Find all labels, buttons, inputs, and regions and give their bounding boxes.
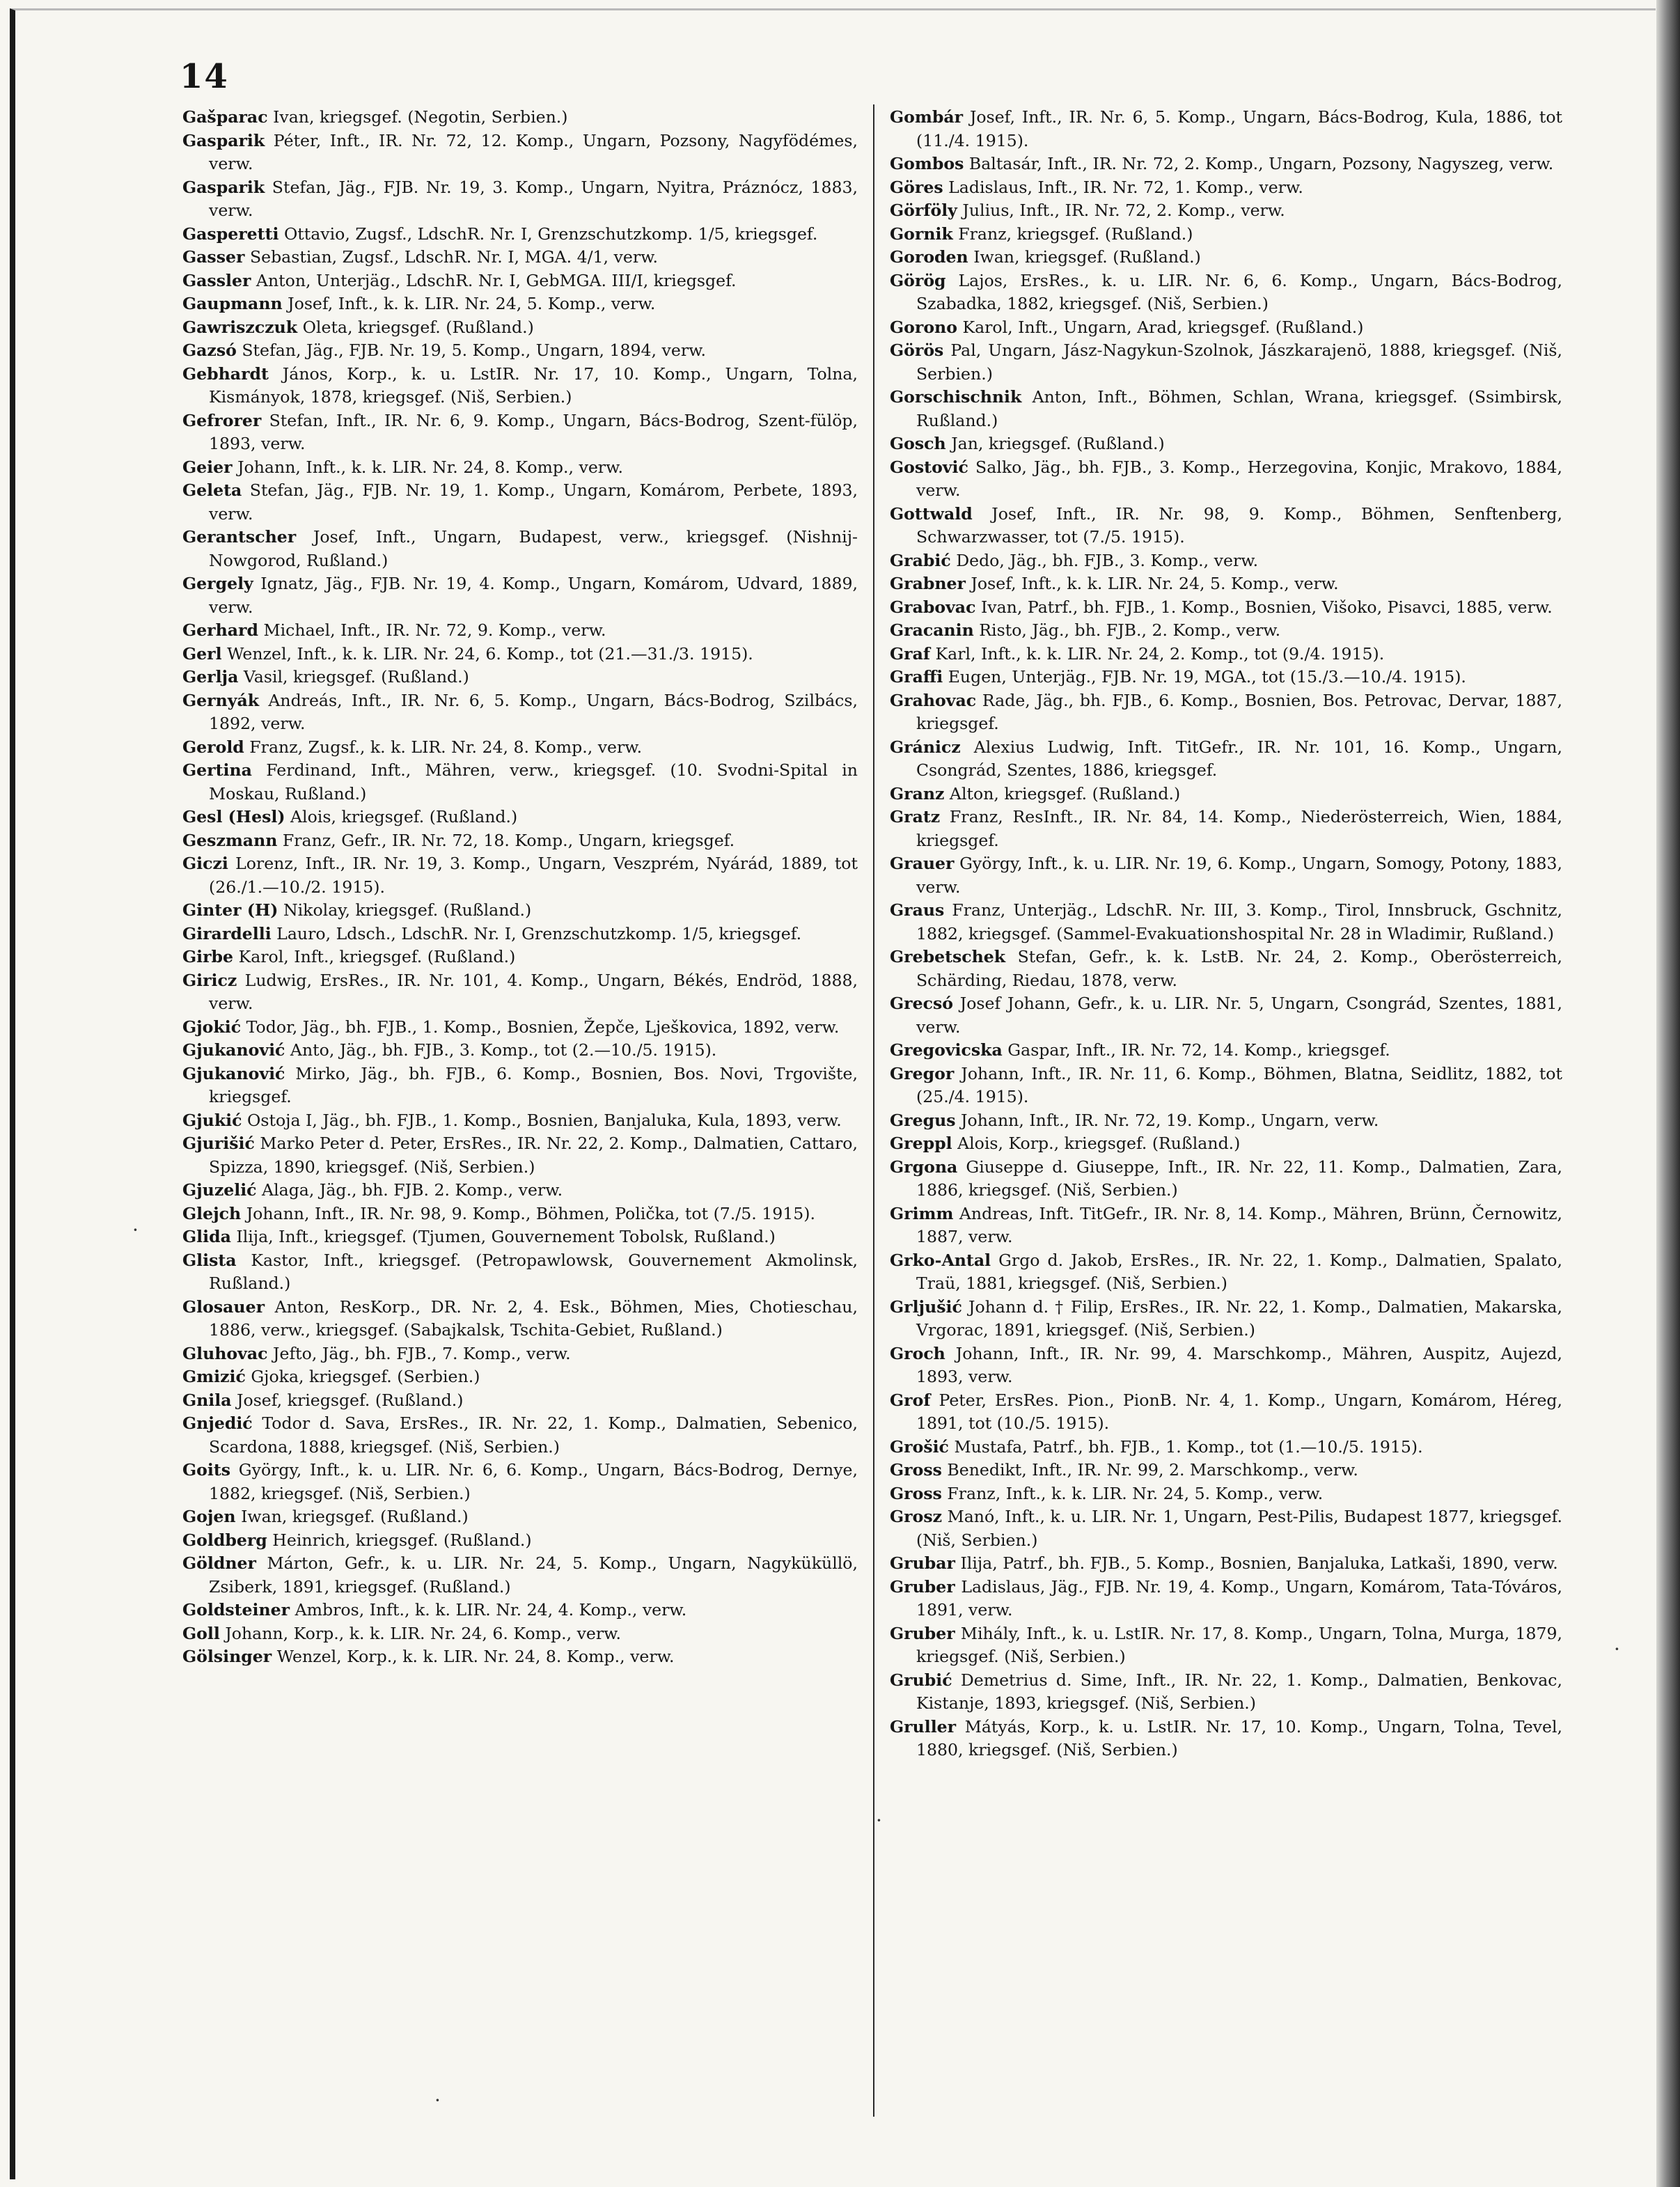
register-entry [182, 246, 858, 269]
entry-details: Johann, Korp., k. k. LIR. Nr. 24, 6. Komp., verw. [225, 1623, 622, 1643]
entry-details: Jefto, Jäg., bh. FJB., 7. Komp., verw. [273, 1343, 571, 1363]
entry-surname: Goroden [890, 247, 968, 267]
entry-details: Ladislaus, Jäg., FJB. Nr. 19, 4. Komp., Ungarn, Komárom, Tata-Tóváros, 1891, verw. [916, 1576, 1563, 1620]
entry-details: Wenzel, Korp., k. k. LIR. Nr. 24, 8. Komp., verw. [276, 1647, 675, 1666]
register-entry [182, 1599, 858, 1622]
register-entry [182, 1063, 858, 1109]
column-divider [873, 104, 874, 2117]
register-entry [182, 736, 858, 760]
register-entry [890, 503, 1562, 549]
entry-details: Nikolay, kriegsgef. (Rußland.) [283, 900, 532, 920]
register-entry [182, 852, 858, 899]
entry-details: Alois, Korp., kriegsgef. (Rußland.) [957, 1134, 1241, 1153]
entry-surname: Gross [890, 1483, 942, 1503]
entry-details: Franz, Unterjäg., LdschR. Nr. III, 3. Komp., Tirol, Innsbruck, Gschnitz, 1882, kriegsgef. (Sammel-Evakuationshospital Nr. 28 in Wladimir, Rußland.) [916, 900, 1563, 943]
scan-edge-shadow [1656, 0, 1680, 2187]
entry-surname: Gassler [182, 270, 251, 290]
register-entry [182, 269, 858, 293]
register-entry [890, 783, 1562, 806]
register-entry [890, 1552, 1562, 1576]
register-entry [182, 526, 858, 572]
register-entry [890, 1716, 1562, 1762]
entry-details: Márton, Gefr., k. u. LIR. Nr. 24, 5. Komp., Ungarn, Nagyküküllö, Zsiberk, 1891, kriegsgef. (Rußland.) [209, 1553, 858, 1597]
register-entry [182, 1459, 858, 1505]
entry-details: Josef Johann, Gefr., k. u. LIR. Nr. 5, Ungarn, Csongrád, Szentes, 1881, verw. [916, 994, 1563, 1037]
entry-surname: Greppl [890, 1134, 952, 1153]
entry-details: Johann, Inft., IR. Nr. 72, 19. Komp., Ungarn, verw. [961, 1110, 1379, 1130]
register-entry [890, 1342, 1562, 1389]
register-entry [182, 1202, 858, 1226]
entry-surname: Granz [890, 783, 945, 804]
entry-details: Johann, Inft., IR. Nr. 98, 9. Komp., Böhmen, Polička, tot (7./5. 1915). [246, 1203, 816, 1223]
entry-details: Ludwig, ErsRes., IR. Nr. 101, 4. Komp., Ungarn, Békés, Endröd, 1888, verw. [209, 970, 858, 1013]
entry-details: György, Inft., k. u. LIR. Nr. 6, 6. Komp., Ungarn, Bács-Bodrog, Dernye, 1882, kriegsgef. (Niš, Serbien.) [209, 1460, 858, 1503]
register-entry [890, 199, 1562, 223]
entry-surname: Gerlja [182, 667, 239, 687]
entry-surname: Groch [890, 1343, 945, 1363]
register-entry [182, 1412, 858, 1459]
entry-details: Marko Peter d. Peter, ErsRes., IR. Nr. 22, 2. Komp., Dalmatien, Cattaro, Spizza, 1890, kriegsgef. (Niš, Serbien.) [209, 1134, 858, 1177]
entry-details: Peter, ErsRes. Pion., PionB. Nr. 4, 1. Komp., Ungarn, Komárom, Héreg, 1891, tot (10./5. 1915). [916, 1390, 1563, 1433]
entry-surname: Goldsteiner [182, 1600, 290, 1620]
entry-surname: Gorschischnik [890, 387, 1022, 407]
entry-surname: Gnila [182, 1390, 232, 1410]
entry-details: Gjoka, kriegsgef. (Serbien.) [251, 1367, 480, 1386]
entry-details: János, Korp., k. u. LstIR. Nr. 17, 10. Komp., Ungarn, Tolna, Kismányok, 1878, kriegsgef. (Niš, Serbien.) [209, 363, 858, 407]
entry-details: Andreas, Inft. TitGefr., IR. Nr. 8, 14. Komp., Mähren, Brünn, Černowitz, 1887, verw. [916, 1203, 1563, 1246]
register-entry [890, 316, 1562, 340]
entry-surname: Gölsinger [182, 1647, 272, 1666]
entry-details: Heinrich, kriegsgef. (Rußland.) [272, 1530, 532, 1550]
entry-details: Stefan, Gefr., k. k. LstB. Nr. 24, 2. Komp., Oberösterreich, Schärding, Riedau, 1878, verw. [916, 947, 1563, 990]
entry-details: Johann, Inft., k. k. LIR. Nr. 24, 8. Komp., verw. [237, 457, 623, 477]
register-entry [182, 339, 858, 363]
entry-surname: Gregus [890, 1110, 956, 1130]
register-entry [182, 409, 858, 456]
register-entry [890, 736, 1562, 783]
register-entry [890, 1482, 1562, 1506]
entry-details: Ottavio, Zugsf., LdschR. Nr. I, Grenzschutzkomp. 1/5, kriegsgef. [283, 224, 818, 244]
register-entry [890, 1669, 1562, 1716]
register-entry [182, 479, 858, 526]
entry-surname: Gjuzelić [182, 1180, 257, 1200]
register-entry [182, 176, 858, 223]
entry-surname: Graus [890, 900, 945, 920]
entry-surname: Gombár [890, 107, 964, 127]
entry-details: Salko, Jäg., bh. FJB., 3. Komp., Herzegovina, Konjic, Mrakovo, 1884, verw. [916, 457, 1563, 500]
entry-surname: Gawriszczuk [182, 317, 298, 337]
entry-surname: Görös [890, 340, 944, 360]
entry-details: Anto, Jäg., bh. FJB., 3. Komp., tot (2.—10./5. 1915). [290, 1040, 717, 1060]
entry-details: Alton, kriegsgef. (Rußland.) [949, 783, 1181, 804]
register-entry [182, 1179, 858, 1202]
entry-surname: Graffi [890, 667, 943, 687]
page-number: 14 [180, 57, 229, 96]
register-entry [890, 643, 1562, 666]
entry-details: Michael, Inft., IR. Nr. 72, 9. Komp., verw. [263, 620, 606, 640]
entry-surname: Goits [182, 1460, 231, 1480]
entry-details: Ostoja I, Jäg., bh. FJB., 1. Komp., Bosnien, Banjaluka, Kula, 1893, verw. [247, 1110, 842, 1130]
entry-surname: Gjokić [182, 1017, 242, 1037]
entry-surname: Göres [890, 177, 943, 197]
entry-surname: Gmizić [182, 1367, 246, 1386]
register-entry [890, 1389, 1562, 1436]
entry-surname: Giczi [182, 854, 228, 873]
entry-surname: Grošić [890, 1436, 949, 1457]
entry-surname: Görög [890, 270, 946, 290]
register-entry [182, 1132, 858, 1179]
entry-details: Todor d. Sava, ErsRes., IR. Nr. 22, 1. Komp., Dalmatien, Sebenico, Scardona, 1888, kriegsgef. (Niš, Serbien.) [209, 1413, 858, 1457]
entry-details: Ignatz, Jäg., FJB. Nr. 19, 4. Komp., Ungarn, Komárom, Udvard, 1889, verw. [209, 574, 858, 617]
register-entry [182, 619, 858, 643]
entry-surname: Gasser [182, 247, 245, 267]
entry-details: Todor, Jäg., bh. FJB., 1. Komp., Bosnien, Žepče, Lješkovica, 1892, verw. [246, 1017, 840, 1037]
entry-surname: Gruber [890, 1576, 955, 1597]
register-entry [890, 432, 1562, 456]
register-entry [890, 549, 1562, 573]
register-entry [182, 1505, 858, 1529]
entry-surname: Grubar [890, 1553, 955, 1573]
register-entry [182, 1365, 858, 1389]
register-entry [890, 1156, 1562, 1202]
entry-surname: Gornik [890, 224, 953, 244]
register-entry [890, 1296, 1562, 1342]
entry-details: Franz, Inft., k. k. LIR. Nr. 24, 5. Komp., verw. [947, 1483, 1324, 1503]
entry-details: Risto, Jäg., bh. FJB., 2. Komp., verw. [979, 620, 1281, 640]
entry-surname: Gerhard [182, 620, 258, 640]
register-entry [890, 1576, 1562, 1622]
entry-details: Lorenz, Inft., IR. Nr. 19, 3. Komp., Ungarn, Veszprém, Nyárád, 1889, tot (26./1.—10./2. 1915). [209, 854, 858, 897]
margin-speck: · [132, 1218, 139, 1241]
entry-surname: Gombos [890, 154, 964, 173]
entry-details: Franz, kriegsgef. (Rußland.) [958, 224, 1193, 244]
register-entry [890, 596, 1562, 620]
entry-details: Josef, Inft., IR. Nr. 6, 5. Komp., Ungarn, Bács-Bodrog, Kula, 1886, tot (11./4. 1915). [916, 107, 1563, 150]
entry-details: Ivan, kriegsgef. (Negotin, Serbien.) [273, 107, 568, 127]
entry-surname: Geier [182, 457, 233, 477]
entry-surname: Glida [182, 1227, 231, 1246]
entry-details: Jan, kriegsgef. (Rußland.) [951, 434, 1165, 453]
register-entry [182, 899, 858, 923]
register-entry [182, 923, 858, 946]
register-entry [890, 852, 1562, 899]
entry-surname: Giricz [182, 970, 237, 990]
entry-surname: Goll [182, 1623, 220, 1643]
entry-surname: Goldberg [182, 1530, 267, 1550]
entry-surname: Gruller [890, 1716, 957, 1737]
entry-details: Gaspar, Inft., IR. Nr. 72, 14. Komp., kriegsgef. [1007, 1040, 1390, 1060]
register-entry [182, 363, 858, 409]
entry-surname: Grljušić [890, 1296, 962, 1317]
entry-surname: Gojen [182, 1507, 236, 1526]
entry-details: Rade, Jäg., bh. FJB., 6. Komp., Bosnien, Bos. Petrovac, Dervar, 1887, kriegsgef. [916, 690, 1563, 733]
entry-surname: Gasparik [182, 130, 265, 150]
register-entry [890, 152, 1562, 176]
register-entry [182, 829, 858, 853]
entry-details: Wenzel, Inft., k. k. LIR. Nr. 24, 6. Komp., tot (21.—31./3. 1915). [227, 643, 753, 664]
entry-surname: Gjukanović [182, 1040, 285, 1060]
entry-surname: Gašparac [182, 107, 268, 127]
register-entry [182, 689, 858, 736]
register-entry [890, 223, 1562, 246]
entry-details: Giuseppe d. Giuseppe, Inft., IR. Nr. 22, 11. Komp., Dalmatien, Zara, 1886, kriegsgef. (Niš, Serbien.) [916, 1157, 1562, 1200]
left-column [182, 106, 858, 1669]
entry-details: Josef, Inft., k. k. LIR. Nr. 24, 5. Komp., verw. [288, 294, 656, 313]
register-entry [890, 269, 1562, 316]
entry-details: Ladislaus, Inft., IR. Nr. 72, 1. Komp., verw. [948, 177, 1303, 197]
entry-surname: Gasparik [182, 177, 265, 197]
entry-surname: Glista [182, 1250, 237, 1270]
entry-surname: Gregor [890, 1063, 955, 1083]
entry-details: Karl, Inft., k. k. LIR. Nr. 24, 2. Komp., tot (9./4. 1915). [935, 643, 1385, 664]
entry-surname: Gazsó [182, 340, 237, 360]
register-entry [182, 1389, 858, 1413]
entry-surname: Girardelli [182, 923, 272, 943]
register-entry [182, 223, 858, 246]
register-entry [182, 1016, 858, 1040]
register-entry [890, 456, 1562, 503]
entry-surname: Gasperetti [182, 224, 279, 244]
entry-surname: Gertina [182, 760, 252, 780]
entry-surname: Gerantscher [182, 527, 297, 547]
entry-details: Johann d. † Filip, ErsRes., IR. Nr. 22, 1. Komp., Dalmatien, Makarska, Vrgorac, 1891, kriegsgef. (Niš, Serbien.) [916, 1296, 1563, 1340]
entry-surname: Gratz [890, 807, 941, 826]
register-entry [182, 1622, 858, 1646]
entry-surname: Gernyák [182, 690, 260, 710]
entry-details: Vasil, kriegsgef. (Rußland.) [243, 667, 469, 687]
entry-details: Stefan, Jäg., FJB. Nr. 19, 1. Komp., Ungarn, Komárom, Perbete, 1893, verw. [209, 480, 858, 524]
register-entry [182, 1529, 858, 1553]
register-entry [890, 339, 1562, 386]
entry-details: Mustafa, Patrf., bh. FJB., 1. Komp., tot (1.—10./5. 1915). [954, 1436, 1423, 1457]
entry-details: Franz, ResInft., IR. Nr. 84, 14. Komp., Niederösterreich, Wien, 1884, kriegsgef. [916, 807, 1562, 850]
entry-surname: Gebhardt [182, 363, 269, 384]
entry-details: Benedikt, Inft., IR. Nr. 99, 2. Marschkomp., verw. [947, 1460, 1358, 1480]
register-entry [890, 176, 1562, 200]
register-entry [890, 899, 1562, 946]
register-entry [890, 1505, 1562, 1552]
margin-speck: · [876, 1809, 882, 1832]
entry-surname: Geszmann [182, 830, 278, 850]
entry-surname: Gracanin [890, 620, 974, 640]
entry-details: Pal, Ungarn, Jász-Nagykun-Szolnok, Jászkarajenö, 1888, kriegsgef. (Niš, Serbien.) [916, 340, 1562, 384]
register-entry [890, 806, 1562, 852]
entry-details: Stefan, Inft., IR. Nr. 6, 9. Komp., Ungarn, Bács-Bodrog, Szent-fülöp, 1893, verw. [209, 410, 858, 453]
register-entry [182, 1225, 858, 1249]
register-entry [182, 1342, 858, 1366]
entry-details: Iwan, kriegsgef. (Rußland.) [973, 247, 1201, 267]
entry-details: Ivan, Patrf., bh. FJB., 1. Komp., Bosnien, Višoko, Pisavci, 1885, verw. [980, 597, 1553, 617]
register-entry [182, 969, 858, 1016]
entry-surname: Grahovac [890, 690, 977, 710]
entry-surname: Glosauer [182, 1296, 265, 1317]
entry-details: Julius, Inft., IR. Nr. 72, 2. Komp., verw. [962, 201, 1285, 220]
entry-details: Lauro, Ldsch., LdschR. Nr. I, Grenzschutzkomp. 1/5, kriegsgef. [276, 923, 802, 943]
entry-details: Grgo d. Jakob, ErsRes., IR. Nr. 22, 1. Komp., Dalmatien, Spalato, Traü, 1881, kriegsgef. (Niš, Serbien.) [916, 1250, 1563, 1293]
register-entry [890, 1109, 1562, 1133]
entry-surname: Gregovicska [890, 1040, 1003, 1060]
entry-surname: Gránicz [890, 737, 961, 757]
register-entry [182, 946, 858, 969]
register-entry [182, 806, 858, 829]
entry-surname: Ginter (H) [182, 900, 278, 920]
entry-surname: Gnjedić [182, 1413, 253, 1433]
entry-surname: Grebetschek [890, 947, 1006, 966]
register-entry [890, 946, 1562, 992]
entry-surname: Gergely [182, 574, 253, 593]
entry-details: Mátyás, Korp., k. u. LstIR. Nr. 17, 10. Komp., Ungarn, Tolna, Tevel, 1880, kriegsgef. (Niš, Serbien.) [916, 1716, 1562, 1759]
entry-details: Johann, Inft., IR. Nr. 11, 6. Komp., Böhmen, Blatna, Seidlitz, 1882, tot (25./4. 1915). [916, 1063, 1562, 1106]
entry-surname: Gerl [182, 643, 222, 664]
entry-details: Alexius Ludwig, Inft. TitGefr., IR. Nr. 101, 16. Komp., Ungarn, Csongrád, Szentes, 1886, kriegsgef. [916, 737, 1562, 780]
entry-surname: Gefrorer [182, 410, 262, 430]
register-entry [890, 666, 1562, 689]
entry-details: Manó, Inft., k. u. LIR. Nr. 1, Ungarn, Pest-Pilis, Budapest 1877, kriegsgef. (Niš, Serbien.) [916, 1507, 1562, 1550]
register-entry [890, 619, 1562, 643]
entry-details: Oleta, kriegsgef. (Rußland.) [302, 317, 534, 337]
entry-details: Iwan, kriegsgef. (Rußland.) [241, 1507, 469, 1526]
register-entry [890, 1622, 1562, 1669]
right-column [890, 106, 1562, 1762]
entry-surname: Grosz [890, 1507, 942, 1526]
entry-details: Ambros, Inft., k. k. LIR. Nr. 24, 4. Komp., verw. [295, 1600, 687, 1620]
register-entry [890, 1249, 1562, 1296]
entry-details: Franz, Zugsf., k. k. LIR. Nr. 24, 8. Komp., verw. [249, 737, 643, 757]
entry-surname: Grubić [890, 1670, 952, 1690]
register-entry [182, 130, 858, 176]
register-entry [890, 386, 1562, 432]
entry-details: Ilija, Patrf., bh. FJB., 5. Komp., Bosnien, Banjaluka, Latkaši, 1890, verw. [960, 1553, 1558, 1573]
register-entry [182, 1296, 858, 1342]
register-entry [182, 1249, 858, 1296]
margin-speck: · [1614, 1638, 1620, 1661]
entry-surname: Graf [890, 643, 931, 664]
entry-surname: Grecsó [890, 994, 953, 1013]
entry-surname: Girbe [182, 947, 234, 966]
entry-surname: Görföly [890, 201, 957, 220]
entry-details: Stefan, Jäg., FJB. Nr. 19, 5. Komp., Ungarn, 1894, verw. [242, 340, 707, 360]
register-entry [182, 666, 858, 689]
entry-surname: Gaupmann [182, 294, 283, 313]
register-entry [890, 1202, 1562, 1249]
register-entry [182, 759, 858, 806]
entry-details: Anton, Unterjäg., LdschR. Nr. I, GebMGA. III/I, kriegsgef. [256, 270, 737, 290]
entry-details: Josef, Inft., k. k. LIR. Nr. 24, 5. Komp., verw. [971, 574, 1339, 593]
entry-surname: Gluhovac [182, 1343, 268, 1363]
entry-details: Anton, ResKorp., DR. Nr. 2, 4. Esk., Böhmen, Mies, Chotieschau, 1886, verw., kriegsgef. (Sabajkalsk, Tschita-Gebiet, Rußland.) [209, 1296, 858, 1340]
entry-surname: Grabner [890, 574, 966, 593]
entry-details: Eugen, Unterjäg., FJB. Nr. 19, MGA., tot (15./3.—10./4. 1915). [948, 667, 1466, 687]
entry-surname: Grimm [890, 1203, 954, 1223]
entry-details: Karol, Inft., kriegsgef. (Rußland.) [238, 947, 516, 966]
register-entry [182, 1645, 858, 1669]
register-entry [890, 106, 1562, 152]
entry-surname: Gross [890, 1460, 942, 1480]
entry-surname: Grauer [890, 854, 955, 873]
register-entry [890, 1063, 1562, 1109]
register-entry [182, 292, 858, 316]
entry-surname: Gosch [890, 434, 946, 453]
entry-surname: Grgona [890, 1157, 958, 1177]
entry-details: Sebastian, Zugsf., LdschR. Nr. I, MGA. 4/1, verw. [249, 247, 659, 267]
entry-surname: Gjurišić [182, 1134, 255, 1153]
entry-surname: Gjukić [182, 1110, 242, 1130]
entry-details: Anton, Inft., Böhmen, Schlan, Wrana, kriegsgef. (Ssimbirsk, Rußland.) [916, 387, 1562, 430]
entry-details: Lajos, ErsRes., k. u. LIR. Nr. 6, 6. Komp., Ungarn, Bács-Bodrog, Szabadka, 1882, kriegsgef. (Niš, Serbien.) [916, 270, 1563, 313]
register-entry [890, 1459, 1562, 1482]
register-entry [890, 1039, 1562, 1063]
entry-details: Josef, Inft., Ungarn, Budapest, verw., kriegsgef. (Nishnij-Nowgorod, Rußland.) [209, 527, 858, 570]
entry-details: Kastor, Inft., kriegsgef. (Petropawlowsk, Gouvernement Akmolinsk, Rußland.) [209, 1250, 858, 1293]
entry-surname: Gerold [182, 737, 244, 757]
entry-surname: Grko-Antal [890, 1250, 991, 1270]
entry-details: Alois, kriegsgef. (Rußland.) [290, 807, 518, 826]
entry-details: Ferdinand, Inft., Mähren, verw., kriegsgef. (10. Svodni-Spital in Moskau, Rußland.) [209, 760, 858, 804]
register-entry [182, 316, 858, 340]
margin-speck: · [434, 2089, 441, 2112]
entry-surname: Grabić [890, 550, 951, 570]
entry-surname: Gruber [890, 1623, 955, 1643]
register-entry [890, 1436, 1562, 1459]
register-entry [182, 643, 858, 666]
register-entry [890, 246, 1562, 269]
register-entry [182, 1109, 858, 1133]
entry-surname: Grof [890, 1390, 931, 1410]
entry-surname: Glejch [182, 1203, 242, 1223]
entry-surname: Gottwald [890, 503, 973, 524]
entry-surname: Gostović [890, 457, 968, 477]
register-entry [182, 572, 858, 619]
entry-surname: Grabovac [890, 597, 976, 617]
entry-details: Ilija, Inft., kriegsgef. (Tjumen, Gouvernement Tobolsk, Rußland.) [236, 1227, 776, 1246]
entry-details: Josef, Inft., IR. Nr. 98, 9. Komp., Böhmen, Senftenberg, Schwarzwasser, tot (7./5. 1915). [916, 503, 1562, 547]
register-entry [890, 1132, 1562, 1156]
entry-details: Mihály, Inft., k. u. LstIR. Nr. 17, 8. Komp., Ungarn, Tolna, Murga, 1879, kriegsgef. (Niš, Serbien.) [916, 1623, 1562, 1666]
register-entry [890, 572, 1562, 596]
entry-details: Karol, Inft., Ungarn, Arad, kriegsgef. (Rußland.) [962, 317, 1364, 337]
entry-details: Franz, Gefr., IR. Nr. 72, 18. Komp., Ungarn, kriegsgef. [282, 830, 735, 850]
entry-details: Péter, Inft., IR. Nr. 72, 12. Komp., Ungarn, Pozsony, Nagyfödémes, verw. [209, 130, 858, 173]
register-entry [182, 106, 858, 130]
entry-details: Mirko, Jäg., bh. FJB., 6. Komp., Bosnien, Bos. Novi, Trgovište, kriegsgef. [209, 1063, 858, 1106]
register-entry [182, 1552, 858, 1599]
entry-details: Baltasár, Inft., IR. Nr. 72, 2. Komp., Ungarn, Pozsony, Nagyszeg, verw. [968, 154, 1554, 173]
entry-surname: Geleta [182, 480, 242, 500]
entry-details: Dedo, Jäg., bh. FJB., 3. Komp., verw. [956, 550, 1259, 570]
entry-details: Johann, Inft., IR. Nr. 99, 4. Marschkomp., Mähren, Auspitz, Aujezd, 1893, verw. [916, 1343, 1562, 1386]
entry-details: György, Inft., k. u. LIR. Nr. 19, 6. Komp., Ungarn, Somogy, Potony, 1883, verw. [916, 854, 1563, 897]
entry-details: Demetrius d. Sime, Inft., IR. Nr. 22, 1. Komp., Dalmatien, Benkovac, Kistanje, 1893, kriegsgef. (Niš, Serbien.) [916, 1670, 1563, 1713]
register-entry [890, 992, 1562, 1039]
entry-surname: Gorono [890, 317, 957, 337]
register-entry [890, 689, 1562, 736]
entry-surname: Gjukanović [182, 1063, 285, 1083]
entry-surname: Gesl (Hesl) [182, 807, 285, 826]
entry-details: Alaga, Jäg., bh. FJB. 2. Komp., verw. [262, 1180, 563, 1200]
entry-details: Andreás, Inft., IR. Nr. 6, 5. Komp., Ungarn, Bács-Bodrog, Szilbács, 1892, verw. [209, 690, 858, 733]
entry-surname: Göldner [182, 1553, 256, 1573]
register-entry [182, 456, 858, 480]
entry-details: Stefan, Jäg., FJB. Nr. 19, 3. Komp., Ungarn, Nyitra, Práznócz, 1883, verw. [209, 177, 858, 220]
register-entry [182, 1039, 858, 1063]
entry-details: Josef, kriegsgef. (Rußland.) [237, 1390, 464, 1410]
